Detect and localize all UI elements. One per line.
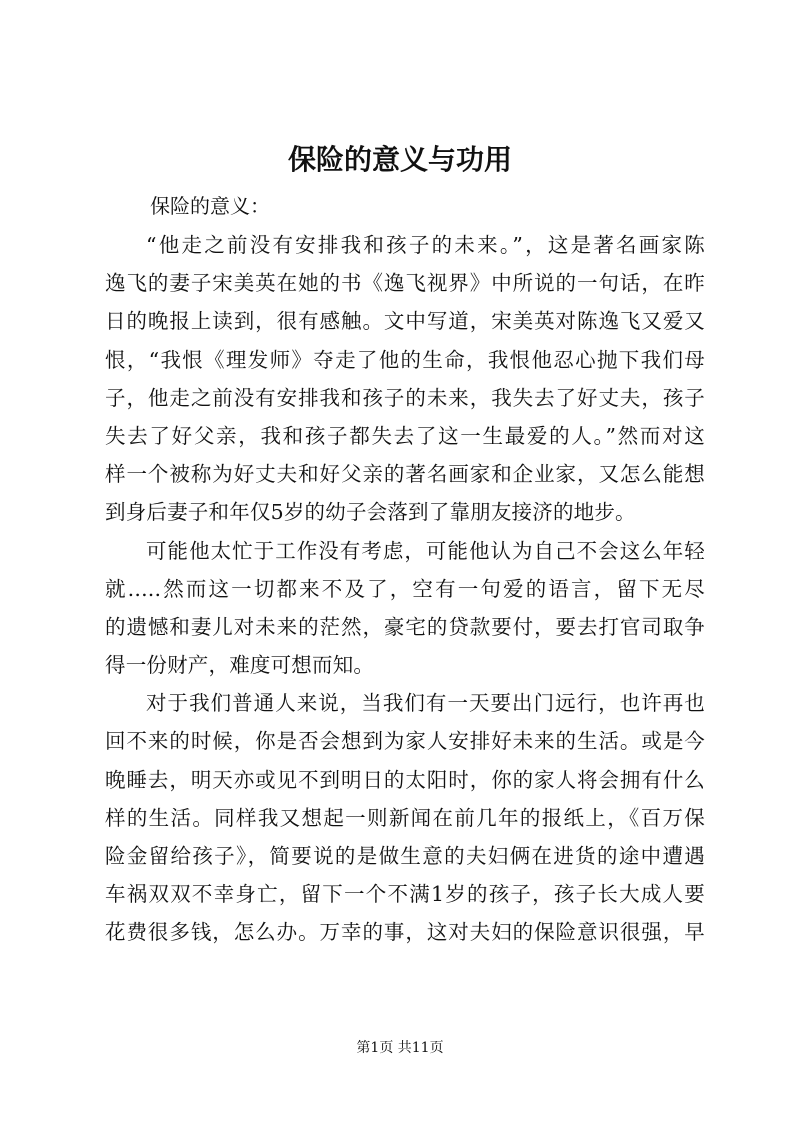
text-line: 晚睡去，明天亦或见不到明日的太阳时，你的家人将会拥有什么 xyxy=(105,767,705,792)
text-line: 花费很多钱，怎么办。万幸的事，这对夫妇的保险意识很强，早 xyxy=(105,920,705,945)
text-line: 险金留给孩子》，简要说的是做生意的夫妇俩在进货的途中遭遇 xyxy=(105,844,705,868)
text-line: 恨，“我恨《理发师》夺走了他的生命，我恨他忍心抛下我们母 xyxy=(105,347,705,372)
text-line: 的遗憾和妻儿对未来的茫然，豪宅的贷款要付，要去打官司取争 xyxy=(105,614,705,639)
page-number-footer: 第1页 共11页 xyxy=(356,1040,444,1056)
text-line: 可能他太忙于工作没有考虑，可能他认为自己不会这么年轻 xyxy=(146,538,705,563)
text-line: 样一个被称为好丈夫和好父亲的著名画家和企业家，又怎么能想 xyxy=(105,462,705,487)
text-line: 得一份财产，难度可想而知。 xyxy=(105,653,375,678)
text-line: 日的晚报上读到，很有感触。文中写道，宋美英对陈逸飞又爱又 xyxy=(105,309,705,334)
text-line: 回不来的时候，你是否会想到为家人安排好未来的生活。或是今 xyxy=(105,729,705,754)
document-title: 保险的意义与功用 xyxy=(287,143,512,176)
section-heading: 保险的意义： xyxy=(150,194,270,218)
text-line: “他走之前没有安排我和孩子的未来。”，这是著名画家陈 xyxy=(146,233,705,257)
text-line: 样的生活。同样我又想起一则新闻在前几年的报纸上，《百万保 xyxy=(105,805,705,830)
text-line: 对于我们普通人来说，当我们有一天要出门远行，也许再也 xyxy=(146,691,705,716)
text-line: 就.....然而这一切都来不及了，空有一句爱的语言，留下无尽 xyxy=(105,576,705,601)
text-line: 子，他走之前没有安排我和孩子的未来，我失去了好丈夫，孩子 xyxy=(105,385,705,410)
text-line: 逸飞的妻子宋美英在她的书《逸飞视界》中所说的一句话，在昨 xyxy=(105,271,705,296)
text-line: 失去了好父亲，我和孩子都失去了这一生最爱的人。”然而对这 xyxy=(105,423,705,448)
body-text xyxy=(105,226,705,952)
text-line: 车祸双双不幸身亡，留下一个不满1岁的孩子，孩子长大成人要 xyxy=(105,882,705,907)
text-line: 到身后妻子和年仅5岁的幼子会落到了靠朋友接济的地步。 xyxy=(105,500,636,525)
